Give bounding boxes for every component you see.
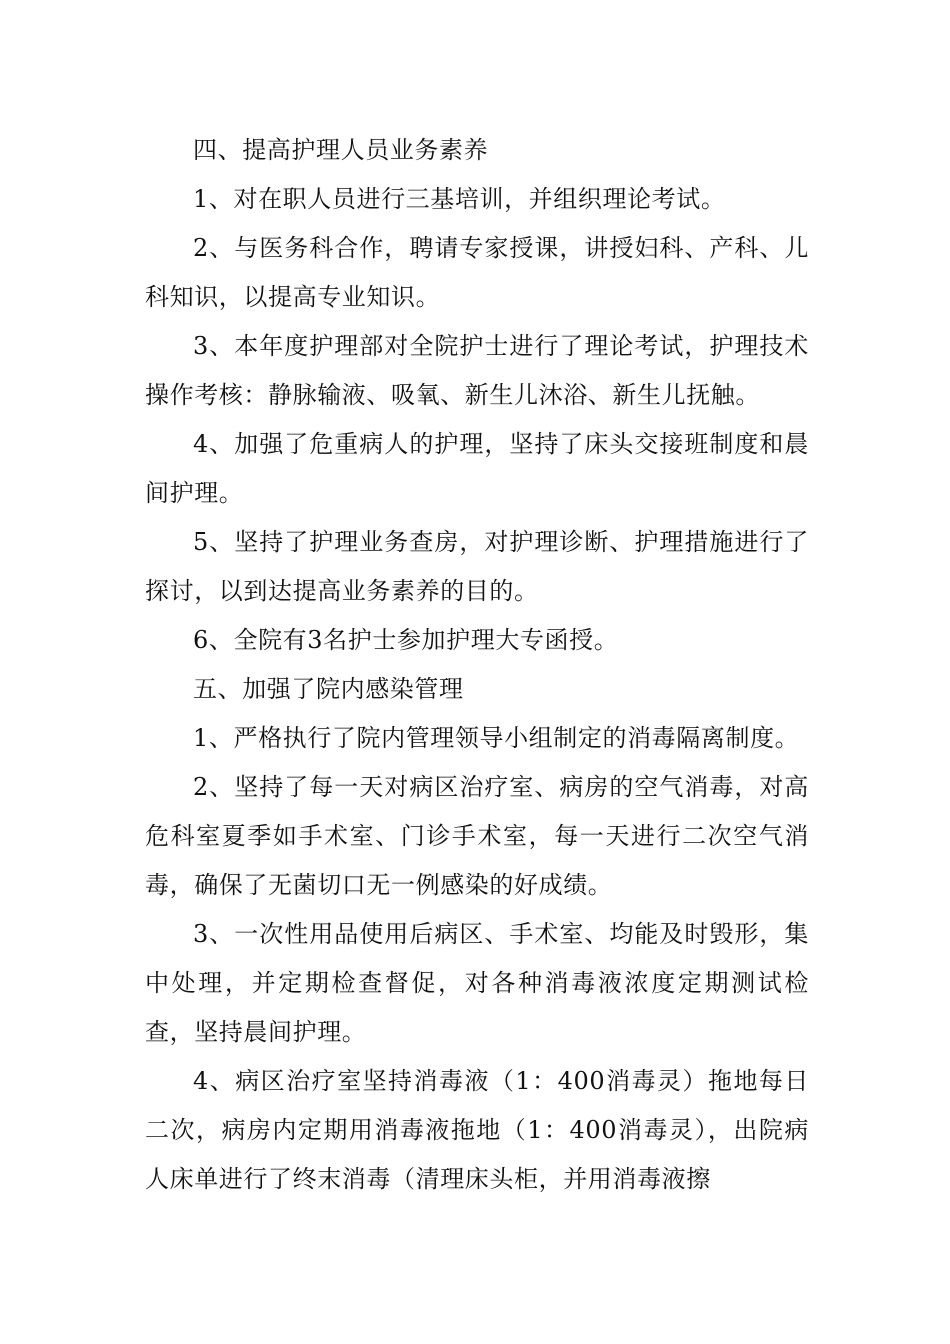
paragraph-4-2: 2、与医务科合作，聘请专家授课，讲授妇科、产科、儿科知识，以提高专业知识。 [145, 234, 809, 311]
paragraph-5-3: 3、一次性用品使用后病区、手术室、均能及时毁形，集中处理，并定期检查督促，对各种消毒液浓度定期测试检查，坚持晨间护理。 [145, 920, 809, 1046]
paragraph-4-4: 4、加强了危重病人的护理，坚持了床头交接班制度和晨间护理。 [145, 430, 809, 507]
paragraph-5-4: 4、病区治疗室坚持消毒液（1：400消毒灵）拖地每日二次，病房内定期用消毒液拖地（1：400消毒灵），出院病人床单进行了终末消毒（清理床头柜，并用消毒液擦 [145, 1067, 809, 1193]
section-heading-4: 四、提高护理人员业务素养 [193, 136, 489, 164]
paragraph-4-1: 1、对在职人员进行三基培训，并组织理论考试。 [193, 185, 726, 213]
paragraph-5-2: 2、坚持了每一天对病区治疗室、病房的空气消毒，对高危科室夏季如手术室、门诊手术室，每一天进行二次空气消毒，确保了无菌切口无一例感染的好成绩。 [145, 773, 809, 899]
section-heading-5: 五、加强了院内感染管理 [193, 675, 464, 703]
paragraph-4-3: 3、本年度护理部对全院护士进行了理论考试，护理技术操作考核：静脉输液、吸氧、新生儿沐浴、新生儿抚触。 [145, 332, 809, 409]
paragraph-4-5: 5、坚持了护理业务查房，对护理诊断、护理措施进行了探讨，以到达提高业务素养的目的。 [145, 528, 809, 605]
paragraph-4-6: 6、全院有3名护士参加护理大专函授。 [193, 626, 619, 654]
document-body [145, 126, 809, 1204]
paragraph-5-1: 1、严格执行了院内管理领导小组制定的消毒隔离制度。 [193, 724, 800, 752]
